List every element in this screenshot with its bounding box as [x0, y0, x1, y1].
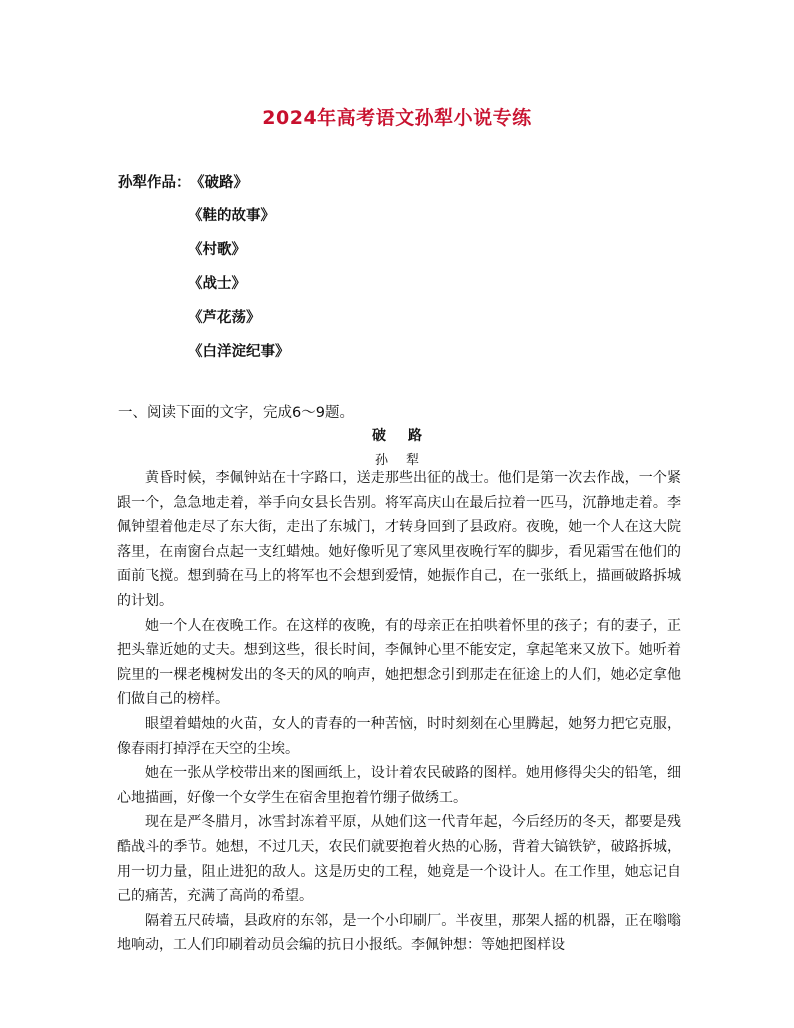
document-title: 2024年高考语文孙犁小说专练 [262, 107, 532, 129]
work-title: 《战士》 [188, 276, 246, 292]
story-paragraph: 她在一张从学校带出来的图画纸上，设计着农民破路的图样。她用修得尖尖的铅笔，细心地描画，好像一个女学生在宿舍里抱着竹绷子做绣工。 [117, 765, 681, 806]
story-author: 孙犁 [374, 453, 437, 468]
question-instruction: 一、阅读下面的文字，完成6～9题。 [118, 405, 354, 421]
work-title: 《鞋的故事》 [188, 208, 275, 224]
story-paragraph: 现在是严冬腊月，冰雪封冻着平原，从她们这一代青年起，今后经历的冬天，都要是残酷战斗的季节。她想，不过几天，农民们就要抱着火热的心肠，背着大镐铁铲，破路拆城，用一切力量，阻止进犯的敌人。这是历史的工程，她竟是一个设计人。在工作里，她忘记自己的痛苦，充满了高尚的希望。 [117, 814, 681, 905]
work-title: 《破路》 [190, 175, 248, 191]
story-paragraph: 黄昏时候，李佩钟站在十字路口，送走那些出征的战士。他们是第一次去作战，一个紧跟一个，急急地走着，举手向女县长告别。将军高庆山在最后拉着一匹马，沉静地走着。李佩钟望着他走尽了东大街，走出了东城门，才转身回到了县政府。夜晚，她一个人在这大院落里，在南窗台点起一支红蜡烛。她好像听见了寒风里夜晚行军的脚步，看见霜雪在他们的面前飞搅。想到骑在马上的将军也不会想到爱情，她振作自己，在一张纸上，描画破路拆城的计划。 [117, 470, 681, 609]
story-paragraph: 眼望着蜡烛的火苗，女人的青春的一种苦恼，时时刻刻在心里腾起，她努力把它克服，像春雨打掉浮在天空的尘埃。 [117, 715, 681, 757]
story-paragraph: 隔着五尺砖墙，县政府的东邻，是一个小印刷厂。半夜里，那架人摇的机器，正在嗡嗡地响动，工人们印刷着动员会编的抗日小报纸。李佩钟想：等她把图样设 [117, 912, 681, 954]
work-title: 《芦花荡》 [188, 310, 261, 326]
works-label: 孙犁作品： [118, 175, 191, 191]
story-body [117, 466, 681, 958]
work-title: 《村歌》 [188, 242, 246, 258]
story-title: 破路 [372, 428, 444, 444]
story-paragraph: 她一个人在夜晚工作。在这样的夜晚，有的母亲正在拍哄着怀里的孩子；有的妻子，正把头靠近她的丈夫。想到这些，很长时间，李佩钟心里不能安定，拿起笔来又放下。她听着院里的一棵老槐树发出的冬天的风的响声，她把想念引到那走在征途上的人们，她必定拿他们做自己的榜样。 [117, 617, 681, 708]
work-title: 《白洋淀纪事》 [188, 344, 290, 360]
